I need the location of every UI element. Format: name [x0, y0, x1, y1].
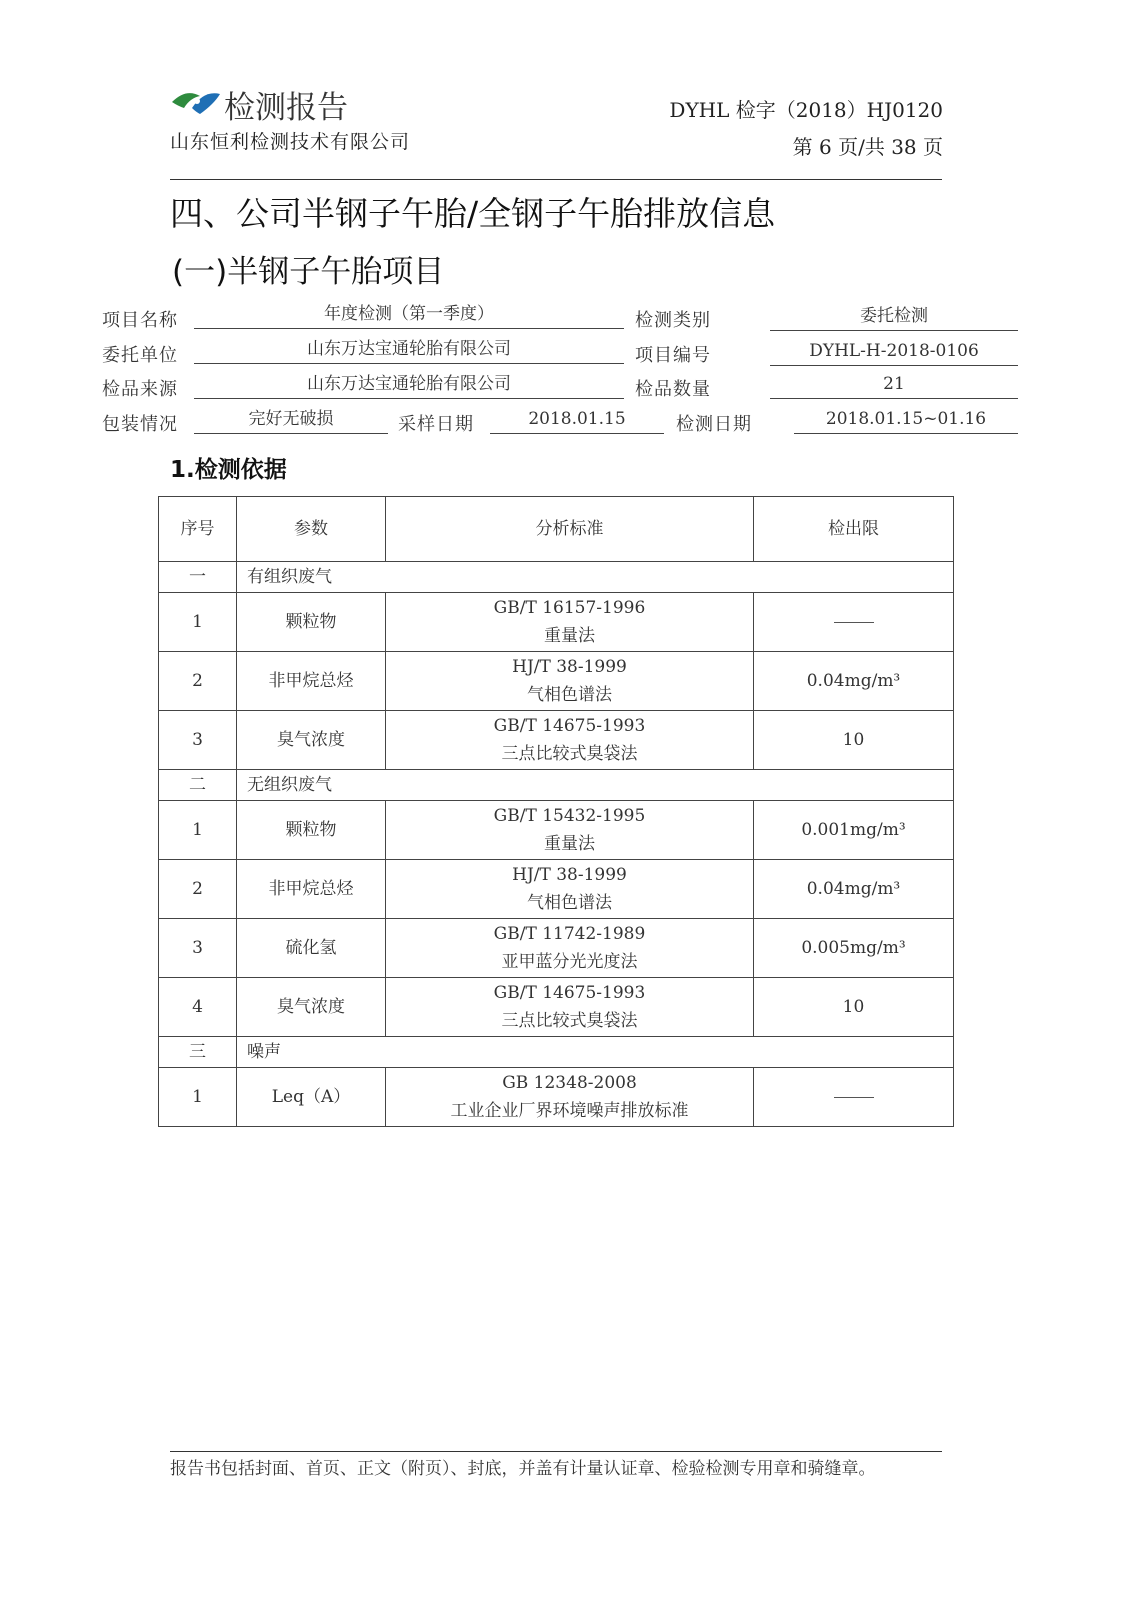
table-row [159, 978, 954, 1037]
report-title: 检测报告 [224, 90, 348, 126]
quantity-value: 21 [770, 372, 1018, 399]
row-standard [386, 919, 754, 978]
category-row [159, 770, 954, 801]
standard-method: 亚甲蓝分光光度法 [501, 952, 638, 972]
standard-code: GB/T 15432-1995 [493, 806, 646, 826]
category-name: 有组织废气 [237, 562, 954, 593]
standard-method: 重量法 [544, 626, 595, 646]
standard-code: GB/T 14675-1993 [493, 716, 646, 736]
category-value: 委托检测 [770, 304, 1018, 331]
row-no: 3 [159, 711, 237, 770]
project-name-label: 项目名称 [102, 310, 178, 331]
row-standard [386, 711, 754, 770]
table-row [159, 652, 954, 711]
client-value: 山东万达宝通轮胎有限公司 [194, 337, 624, 364]
row-param: 颗粒物 [237, 801, 386, 860]
packaging-value: 完好无破损 [194, 407, 388, 434]
row-param: Leq（A） [237, 1068, 386, 1127]
table-row [159, 593, 954, 652]
category-row [159, 1037, 954, 1068]
standard-method: 工业企业厂界环境噪声排放标准 [450, 1101, 689, 1121]
table-row [159, 919, 954, 978]
dash-mark [834, 622, 874, 623]
company-name: 山东恒利检测技术有限公司 [170, 131, 411, 153]
packaging-label: 包装情况 [102, 414, 178, 435]
row-param: 臭气浓度 [237, 711, 386, 770]
row-param: 非甲烷总烃 [237, 652, 386, 711]
sampling-date-label: 采样日期 [398, 414, 474, 435]
row-param: 臭气浓度 [237, 978, 386, 1037]
sampling-date-value: 2018.01.15 [490, 407, 664, 434]
table-row [159, 711, 954, 770]
test-date-label: 检测日期 [676, 414, 752, 435]
standard-code: HJ/T 38-1999 [512, 865, 627, 885]
basis-table [158, 496, 954, 1127]
row-standard [386, 593, 754, 652]
row-param: 颗粒物 [237, 593, 386, 652]
row-no: 1 [159, 801, 237, 860]
row-no: 4 [159, 978, 237, 1037]
row-standard [386, 978, 754, 1037]
standard-method: 气相色谱法 [527, 685, 612, 705]
header-divider [170, 179, 942, 180]
row-limit: 0.04mg/m³ [754, 652, 954, 711]
category-no: 二 [159, 770, 237, 801]
company-logo-icon [170, 84, 222, 118]
category-row [159, 562, 954, 593]
standard-code: GB 12348-2008 [502, 1073, 637, 1093]
row-no: 2 [159, 860, 237, 919]
row-limit [754, 1068, 954, 1127]
source-label: 检品来源 [102, 379, 178, 400]
footer-note: 报告书包括封面、首页、正文（附页）、封底，并盖有计量认证章、检验检测专用章和骑缝章。 [170, 1459, 876, 1479]
row-standard [386, 801, 754, 860]
category-no: 一 [159, 562, 237, 593]
row-limit: 0.001mg/m³ [754, 801, 954, 860]
project-no-value: DYHL-H-2018-0106 [770, 339, 1018, 366]
row-limit: 10 [754, 978, 954, 1037]
standard-code: GB/T 11742-1989 [493, 924, 646, 944]
standard-method: 气相色谱法 [527, 893, 612, 913]
table-row [159, 801, 954, 860]
row-limit [754, 593, 954, 652]
table-header-row [159, 497, 954, 562]
header-standard: 分析标准 [386, 497, 754, 562]
row-no: 2 [159, 652, 237, 711]
source-value: 山东万达宝通轮胎有限公司 [194, 372, 624, 399]
row-param: 硫化氢 [237, 919, 386, 978]
header-limit: 检出限 [754, 497, 954, 562]
standard-method: 三点比较式臭袋法 [501, 744, 638, 764]
dash-mark [834, 1097, 874, 1098]
project-name-value: 年度检测（第一季度） [194, 302, 624, 329]
row-limit: 0.04mg/m³ [754, 860, 954, 919]
standard-method: 三点比较式臭袋法 [501, 1011, 638, 1031]
basis-heading: 1.检测依据 [170, 457, 287, 483]
header-param: 参数 [237, 497, 386, 562]
report-number: DYHL 检字（2018）HJ0120 [669, 98, 943, 122]
row-standard [386, 1068, 754, 1127]
standard-code: HJ/T 38-1999 [512, 657, 627, 677]
quantity-label: 检品数量 [635, 379, 711, 400]
row-standard [386, 652, 754, 711]
page-number: 第 6 页/共 38 页 [792, 135, 943, 159]
footer-divider [170, 1451, 942, 1452]
category-name: 噪声 [237, 1037, 954, 1068]
row-param: 非甲烷总烃 [237, 860, 386, 919]
section-heading: 四、公司半钢子午胎/全钢子午胎排放信息 [170, 194, 776, 233]
test-date-value: 2018.01.15~01.16 [794, 407, 1018, 434]
table-row [159, 860, 954, 919]
category-name: 无组织废气 [237, 770, 954, 801]
standard-method: 重量法 [544, 834, 595, 854]
row-no: 1 [159, 1068, 237, 1127]
project-no-label: 项目编号 [635, 345, 711, 366]
subsection-heading: (一)半钢子午胎项目 [172, 254, 445, 290]
table-row [159, 1068, 954, 1127]
category-label: 检测类别 [635, 310, 711, 331]
row-limit: 10 [754, 711, 954, 770]
standard-code: GB/T 14675-1993 [493, 983, 646, 1003]
row-no: 1 [159, 593, 237, 652]
row-no: 3 [159, 919, 237, 978]
header-no: 序号 [159, 497, 237, 562]
client-label: 委托单位 [102, 345, 178, 366]
category-no: 三 [159, 1037, 237, 1068]
standard-code: GB/T 16157-1996 [493, 598, 646, 618]
row-standard [386, 860, 754, 919]
row-limit: 0.005mg/m³ [754, 919, 954, 978]
